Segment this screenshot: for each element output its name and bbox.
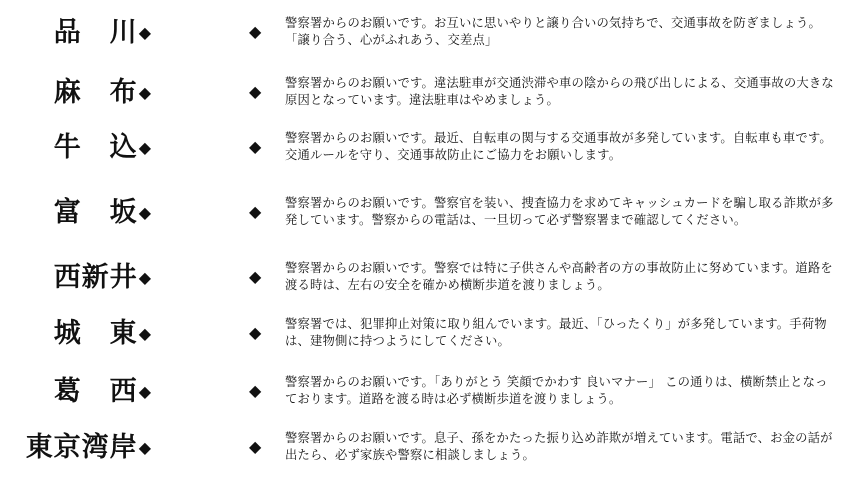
diamond-bullet-icon: ◆ bbox=[249, 437, 262, 456]
row-tomisaka bbox=[0, 180, 866, 244]
station-label bbox=[26, 433, 152, 461]
message-text: 警察署からのお願いです。警察官を装い、捜査協力を求めてキャッシュカードを騙し取る詐欺が多発しています。警察からの電話は、一旦切って必ず警察署まで確認してください。 bbox=[285, 196, 834, 227]
station-name: 牛 込 bbox=[53, 132, 138, 163]
diamond-marker-icon: ◆ bbox=[138, 267, 152, 287]
station-name: 葛 西 bbox=[53, 376, 138, 407]
station-name: 東京湾岸 bbox=[25, 432, 138, 463]
station-label bbox=[54, 263, 152, 291]
row-tokyo-wangan bbox=[0, 423, 866, 471]
message-text: 警察署からのお願いです。お互いに思いやりと譲り合いの気持ちで、交通事故を防ぎましょう。「譲り合う、心がふれあう、交差点」 bbox=[285, 16, 822, 47]
message-text: 警察署からのお願いです。警察では特に子供さんや高齢者の方の事故防止に努めています。道路を渡る時は、左右の安全を確かめ横断歩道を渡りましょう。 bbox=[285, 261, 833, 292]
station-label bbox=[54, 198, 152, 226]
diamond-bullet-icon: ◆ bbox=[249, 22, 262, 41]
diamond-bullet-icon: ◆ bbox=[249, 202, 262, 221]
row-joto bbox=[0, 309, 866, 357]
diamond-marker-icon: ◆ bbox=[138, 22, 152, 42]
diamond-marker-icon: ◆ bbox=[138, 202, 152, 222]
station-name: 西新井 bbox=[53, 262, 138, 293]
diamond-marker-icon: ◆ bbox=[138, 437, 152, 457]
station-label bbox=[54, 18, 152, 46]
station-name: 城 東 bbox=[53, 318, 138, 349]
diamond-marker-icon: ◆ bbox=[138, 82, 152, 102]
row-ushigome bbox=[0, 123, 866, 171]
message-text: 警察署からのお願いです。息子、孫をかたった振り込め詐欺が増えています。電話で、お金の話が出たら、必ず家族や警察に相談しましょう。 bbox=[285, 431, 833, 462]
diamond-bullet-icon: ◆ bbox=[249, 82, 262, 101]
station-name: 品 川 bbox=[53, 17, 138, 48]
message-text: 警察署からのお願いです。違法駐車が交通渋滞や車の陰からの飛び出しによる、交通事故の大きな原因となっています。違法駐車はやめましょう。 bbox=[285, 76, 834, 107]
row-nishiarai bbox=[0, 253, 866, 301]
diamond-marker-icon: ◆ bbox=[138, 381, 152, 401]
row-azabu bbox=[0, 68, 866, 116]
row-kasai bbox=[0, 367, 866, 415]
row-shinagawa bbox=[0, 8, 866, 56]
diamond-bullet-icon: ◆ bbox=[249, 137, 262, 156]
diamond-marker-icon: ◆ bbox=[138, 137, 152, 157]
station-label bbox=[54, 133, 152, 161]
station-name: 富 坂 bbox=[53, 197, 138, 228]
station-label bbox=[54, 377, 152, 405]
station-name: 麻 布 bbox=[53, 77, 138, 108]
message-text: 警察署からのお願いです。「ありがとう 笑顔でかわす 良いマナー」 この通りは、横断禁止となっております。道路を渡る時は必ず横断歩道を渡りましょう。 bbox=[285, 375, 828, 406]
diamond-bullet-icon: ◆ bbox=[249, 267, 262, 286]
station-label bbox=[54, 319, 152, 347]
station-label bbox=[54, 78, 152, 106]
diamond-bullet-icon: ◆ bbox=[249, 381, 262, 400]
diamond-marker-icon: ◆ bbox=[138, 323, 152, 343]
message-text: 警察署では、犯罪抑止対策に取り組んでいます。最近、「ひったくり」が多発しています。手荷物は、建物側に持つようにしてください。 bbox=[285, 317, 827, 348]
message-text: 警察署からのお願いです。最近、自転車の関与する交通事故が多発しています。自転車も車です。交通ルールを守り、交通事故防止にご協力をお願いします。 bbox=[285, 131, 832, 162]
diamond-bullet-icon: ◆ bbox=[249, 323, 262, 342]
